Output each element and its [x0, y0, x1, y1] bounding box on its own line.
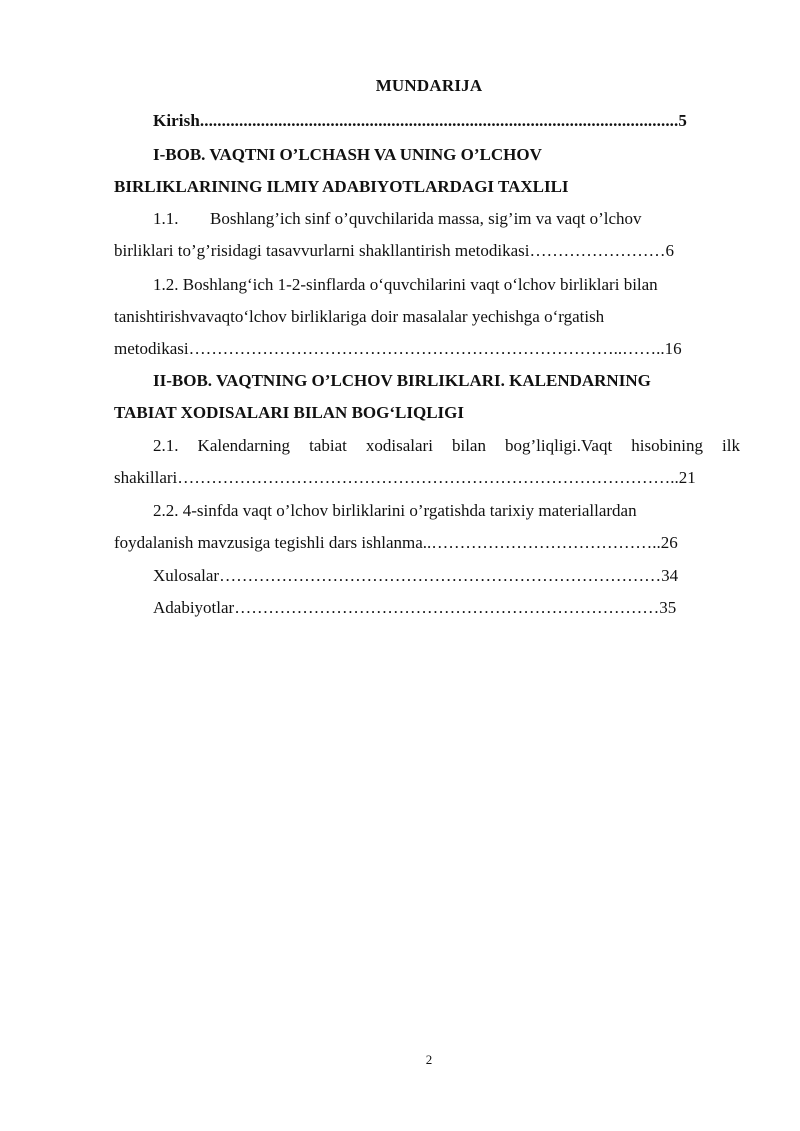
toc-section-1-2-line-1: 1.2. Boshlang‘ich 1-2-sinflarda o‘quvchilarini vaqt o‘lchov birliklari bilan — [153, 275, 658, 294]
toc-section-2-1-line-1: 2.1. Kalendarning tabiat xodisalari bilan bog’liqligi.Vaqt hisobining ilk — [153, 436, 740, 455]
toc-chapter-2-line-2: TABIAT XODISALARI BILAN BOG‘LIQLIGI — [114, 403, 465, 422]
toc-section-1-1-line-2: birliklari to’g’risidagi tasavvurlarni shakllantirish metodikasi……………………6 — [114, 241, 674, 260]
page-number: 2 — [425, 1052, 433, 1067]
toc-section-2-2-line-1: 2.2. 4-sinfda vaqt o’lchov birliklarini o’rgatishda tarixiy materiallardan — [153, 501, 637, 520]
toc-section-1-1-line-1: Boshlang’ich sinf o’quvchilarida massa, sig’im va vaqt o’lchov — [210, 209, 642, 228]
toc-section-1-2-line-2: tanishtirishvavaqto‘lchov birliklariga doir masalalar yechishga o‘rgatish — [114, 307, 605, 326]
toc-entry-adabiyotlar: Adabiyotlar…………………………………………………………………35 — [153, 598, 677, 617]
toc-section-2-2-line-2: foydalanish mavzusiga tegishli dars ishlanma..…………………………………..26 — [114, 533, 678, 552]
page-title: MUNDARIJA — [375, 76, 483, 95]
toc-entry-kirish: Kirish..............................................................................................................5 — [153, 111, 687, 130]
toc-section-1-2-line-3: metodikasi…………………………………………………………………..……..16 — [114, 339, 682, 358]
toc-chapter-2-line-1: II-BOB. VAQTNING O’LCHOV BIRLIKLARI. KALENDARNING — [153, 371, 651, 390]
toc-section-2-1-line-2: shakillari……………………………………………………………………………..21 — [114, 468, 696, 487]
toc-chapter-1-line-1: I-BOB. VAQTNI O’LCHASH VA UNING O’LCHOV — [153, 145, 542, 164]
toc-chapter-1-line-2: BIRLIKLARINING ILMIY ADABIYOTLARDAGI TAXLILI — [114, 177, 569, 196]
toc-entry-xulosalar: Xulosalar……………………………………………………………………34 — [153, 566, 679, 585]
toc-section-1-1-number: 1.1. — [153, 209, 179, 228]
